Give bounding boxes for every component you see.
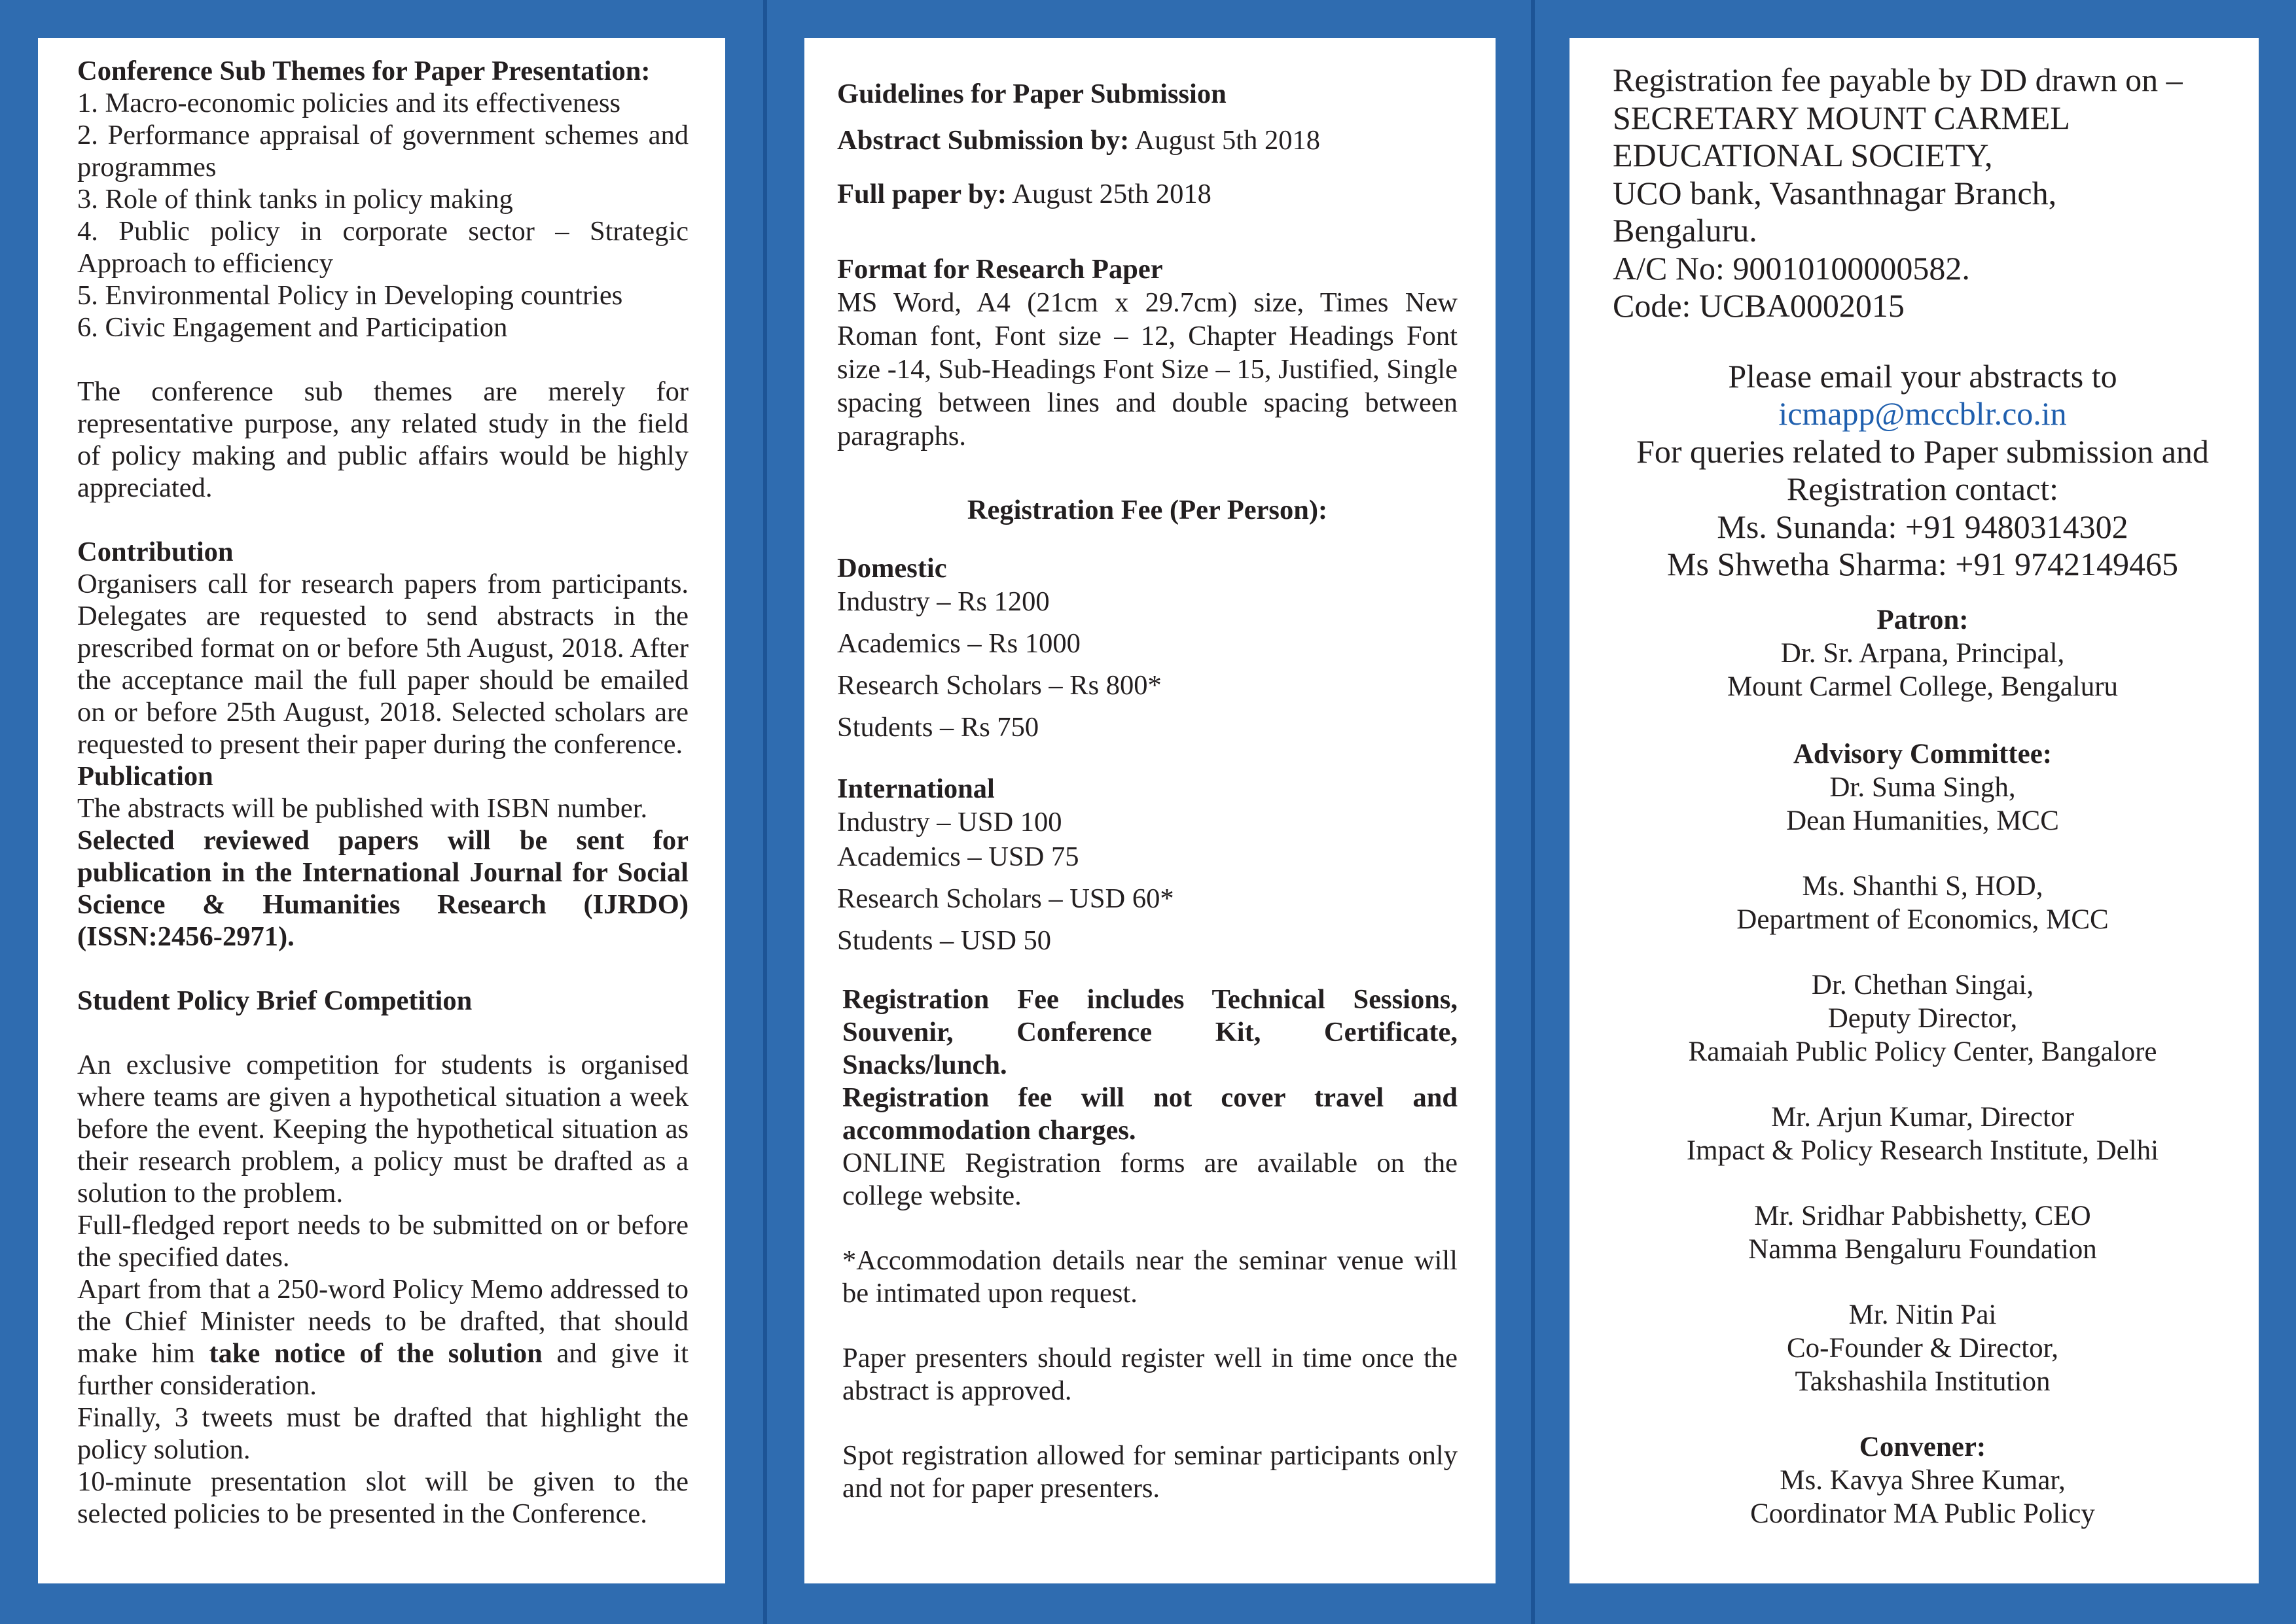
fullpaper-label: Full paper by:	[837, 179, 1007, 209]
fee-item: Industry – Rs 1200	[837, 586, 1050, 617]
convener-heading: Convener:	[1859, 1431, 1986, 1462]
memo-text-end: and give it further consideration.	[77, 1338, 689, 1401]
convener-line: Ms. Kavya Shree Kumar,	[1780, 1464, 2066, 1496]
abstract-deadline	[837, 124, 1458, 157]
contribution-text: Organisers call for research papers from participants. Delegates are requested to send abstracts in the prescribed format on or before 5th August, 2018. After the acceptance mail the full paper should be emailed on or before 25th August, 2018. Selected scholars are requested to present their paper during the conference.	[77, 569, 689, 760]
email-link[interactable]: icmapp@mccblr.co.in	[1778, 395, 2067, 432]
abstract-label: Abstract Submission by:	[837, 125, 1130, 156]
presenters-text: Paper presenters should register well in time once the abstract is approved.	[842, 1343, 1458, 1406]
fullpaper-deadline	[837, 177, 1458, 211]
competition-paragraph: Finally, 3 tweets must be drafted that highlight the policy solution.	[77, 1402, 689, 1465]
member-line: Dean Humanities, MCC	[1786, 805, 2059, 836]
payment-line: A/C No: 90010100000582.	[1613, 249, 1970, 287]
abstract-date: August 5th 2018	[1129, 125, 1320, 156]
fee-item: Students – Rs 750	[837, 712, 1039, 743]
member-line: Ramaiah Public Policy Center, Bangalore	[1688, 1036, 2157, 1067]
fee-item: Academics – USD 75	[837, 841, 1079, 872]
fee-heading: Registration Fee (Per Person):	[967, 495, 1328, 525]
subtheme-item: 5. Environmental Policy in Developing countries	[77, 280, 623, 311]
payment-line: Code: UCBA0002015	[1613, 287, 1905, 324]
advisory-heading: Advisory Committee:	[1793, 738, 2053, 769]
domestic-heading: Domestic	[837, 553, 947, 584]
competition-paragraph	[77, 1273, 689, 1402]
subtheme-item: 1. Macro-economic policies and its effectiveness	[77, 88, 621, 118]
patron-line: Dr. Sr. Arpana, Principal,	[1780, 637, 2065, 669]
subtheme-item: 4. Public policy in corporate sector – Strategic Approach to efficiency	[77, 216, 689, 279]
subtheme-item: 2. Performance appraisal of government schemes and programmes	[77, 120, 689, 183]
online-registration-text: ONLINE Registration forms are available on the college website.	[842, 1148, 1458, 1211]
publication-bold-text: Selected reviewed papers will be sent for publication in the International Journal for Social Science & Humanities Research (IJRDO) (ISSN:2456-2971).	[77, 825, 689, 952]
fee-item: Research Scholars – USD 60*	[837, 883, 1174, 914]
international-heading: International	[837, 773, 995, 804]
queries-text: For queries related to Paper submission and Registration contact:	[1636, 432, 2209, 507]
email-prompt: Please email your abstracts to	[1728, 357, 2117, 395]
advisory-member	[1613, 771, 2233, 838]
advisory-member	[1613, 1101, 2233, 1167]
competition-paragraph: An exclusive competition for students is organised where teams are given a hypothetical situation a week before the event. Keeping the hypothetical situation as their research problem, a policy must be drafted as a solution to the problem.	[77, 1050, 689, 1209]
subthemes-note: The conference sub themes are merely for representative purpose, any related study in the field of policy making and public affairs would be highly appreciated.	[77, 376, 689, 503]
subthemes-heading: Conference Sub Themes for Paper Presentation:	[77, 56, 651, 86]
format-heading: Format for Research Paper	[837, 254, 1163, 285]
member-line: Mr. Sridhar Pabbishetty, CEO	[1754, 1200, 2091, 1231]
advisory-member	[1613, 1199, 2233, 1266]
competition-heading: Student Policy Brief Competition	[77, 985, 473, 1016]
spot-registration-text: Spot registration allowed for seminar participants only and not for paper presenters.	[842, 1440, 1458, 1504]
member-line: Deputy Director,	[1827, 1002, 2018, 1034]
subtheme-item: 6. Civic Engagement and Participation	[77, 312, 508, 343]
fee-not-cover-text: Registration fee will not cover travel and accommodation charges.	[842, 1082, 1458, 1146]
advisory-member	[1613, 968, 2233, 1068]
advisory-member	[1613, 870, 2233, 936]
subtheme-item: 3. Role of think tanks in policy making	[77, 184, 513, 215]
accommodation-text: *Accommodation details near the seminar venue will be intimated upon request.	[842, 1245, 1458, 1309]
payment-line: SECRETARY MOUNT CARMEL	[1613, 99, 2070, 136]
member-line: Dr. Suma Singh,	[1829, 771, 2016, 803]
convener-line: Coordinator MA Public Policy	[1750, 1498, 2095, 1529]
patron-heading: Patron:	[1876, 604, 1969, 635]
payment-line: UCO bank, Vasanthnagar Branch,	[1613, 174, 2057, 211]
publication-text: The abstracts will be published with ISBN number.	[77, 793, 648, 824]
panel-left	[38, 38, 725, 1583]
payment-line: Registration fee payable by DD drawn on –	[1613, 62, 2183, 98]
payment-line: Bengaluru.	[1613, 212, 1757, 249]
format-text: MS Word, A4 (21cm x 29.7cm) size, Times New Roman font, Font size – 12, Chapter Headings Font size -14, Sub-Headings Font Size – 15, Justified, Single spacing between lines and double spacing between paragraphs.	[837, 287, 1458, 451]
panel-middle	[804, 38, 1496, 1583]
fee-item: Research Scholars – Rs 800*	[837, 670, 1162, 701]
advisory-member	[1613, 1298, 2233, 1398]
member-line: Takshashila Institution	[1795, 1366, 2051, 1397]
contact-line: Ms. Sunanda: +91 9480314302	[1717, 508, 2128, 545]
fullpaper-date: August 25th 2018	[1006, 179, 1211, 209]
fold-line-right	[1531, 0, 1535, 1624]
member-line: Department of Economics, MCC	[1736, 904, 2109, 935]
panel-right	[1570, 38, 2259, 1583]
member-line: Dr. Chethan Singai,	[1811, 969, 2034, 1000]
patron-line: Mount Carmel College, Bengaluru	[1727, 671, 2119, 702]
fee-item: Students – USD 50	[837, 925, 1052, 956]
fee-item: Industry – USD 100	[837, 807, 1062, 838]
member-line: Impact & Policy Research Institute, Delhi	[1686, 1135, 2159, 1166]
publication-heading: Publication	[77, 761, 213, 792]
fee-includes-text: Registration Fee includes Technical Sessions, Souvenir, Conference Kit, Certificate, Snacks/lunch.	[842, 984, 1458, 1080]
fee-item: Academics – Rs 1000	[837, 628, 1081, 659]
payment-line: EDUCATIONAL SOCIETY,	[1613, 137, 1993, 173]
competition-paragraph: 10-minute presentation slot will be given to the selected policies to be presented in the Conference.	[77, 1466, 689, 1529]
member-line: Mr. Nitin Pai	[1848, 1299, 1997, 1330]
contribution-heading: Contribution	[77, 537, 234, 567]
memo-text: Apart from that a 250-word Policy Memo addressed to the Chief Minister needs to be drafted, that should make him	[77, 1274, 689, 1369]
member-line: Co-Founder & Director,	[1786, 1332, 2059, 1364]
memo-emphasis: take notice of the solution	[209, 1338, 543, 1369]
member-line: Ms. Shanthi S, HOD,	[1802, 870, 2043, 902]
guidelines-heading: Guidelines for Paper Submission	[837, 79, 1227, 109]
member-line: Namma Bengaluru Foundation	[1748, 1233, 2097, 1265]
contact-line: Ms Shwetha Sharma: +91 9742149465	[1667, 546, 2178, 582]
competition-paragraph: Full-fledged report needs to be submitted on or before the specified dates.	[77, 1210, 689, 1273]
fold-line-left	[763, 0, 767, 1624]
member-line: Mr. Arjun Kumar, Director	[1771, 1101, 2074, 1133]
